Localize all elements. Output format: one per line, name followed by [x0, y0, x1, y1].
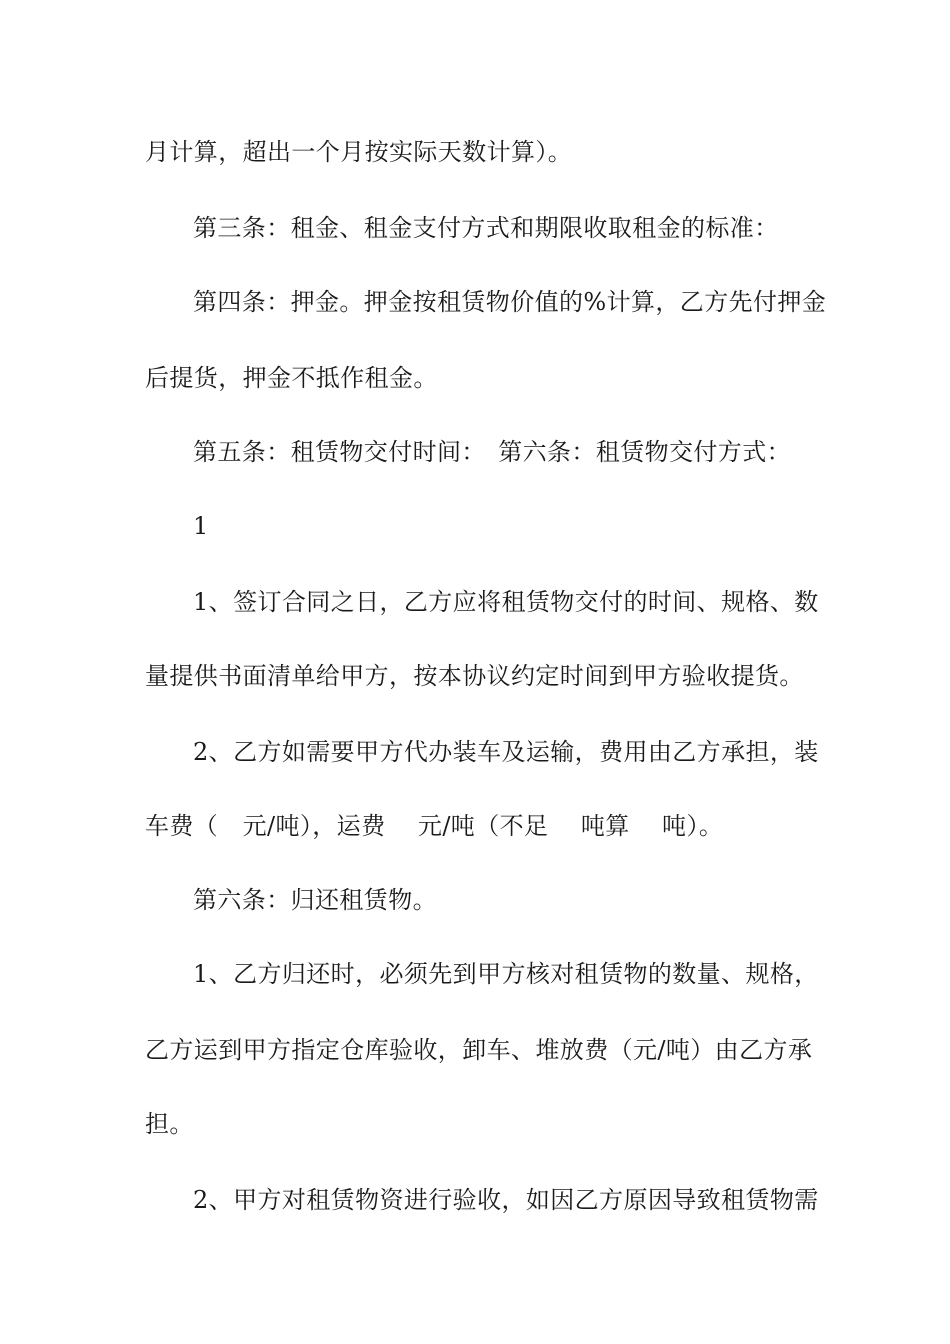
page-number: 1 — [193, 512, 209, 540]
text-line: 月计算，超出一个月按实际天数计算）。 — [145, 138, 573, 166]
return-clause-2-paragraph: 2、甲方对租赁物资进行验收，如因乙方原因导致租赁物需 — [193, 1186, 819, 1214]
clause-2-paragraph: 2、乙方如需要甲方代办装车及运输，费用由乙方承担，装 — [193, 738, 819, 766]
article-6-heading: 第六条：归还租赁物。 — [193, 886, 437, 914]
text-line: 乙方运到甲方指定仓库验收，卸车、堆放费（元/吨）由乙方承 — [145, 1036, 813, 1064]
text-line: 担。 — [145, 1110, 194, 1138]
text-line: 量提供书面清单给甲方，按本协议约定时间到甲方验收提货。 — [145, 662, 804, 690]
text-line: 后提货，押金不抵作租金。 — [145, 364, 438, 392]
text-line: 车费（ 元/吨），运费 元/吨（不足 吨算 吨）。 — [145, 812, 724, 840]
return-clause-1-paragraph: 1、乙方归还时，必须先到甲方核对租赁物的数量、规格， — [193, 960, 819, 988]
clause-1-paragraph: 1、签订合同之日，乙方应将租赁物交付的时间、规格、数 — [193, 588, 819, 616]
article-3-heading: 第三条：租金、租金支付方式和期限收取租金的标准： — [193, 214, 779, 242]
article-4-paragraph: 第四条：押金。押金按租赁物价值的%计算，乙方先付押金 — [193, 288, 827, 316]
article-5-6-heading: 第五条：租赁物交付时间： 第六条：租赁物交付方式： — [193, 438, 791, 466]
